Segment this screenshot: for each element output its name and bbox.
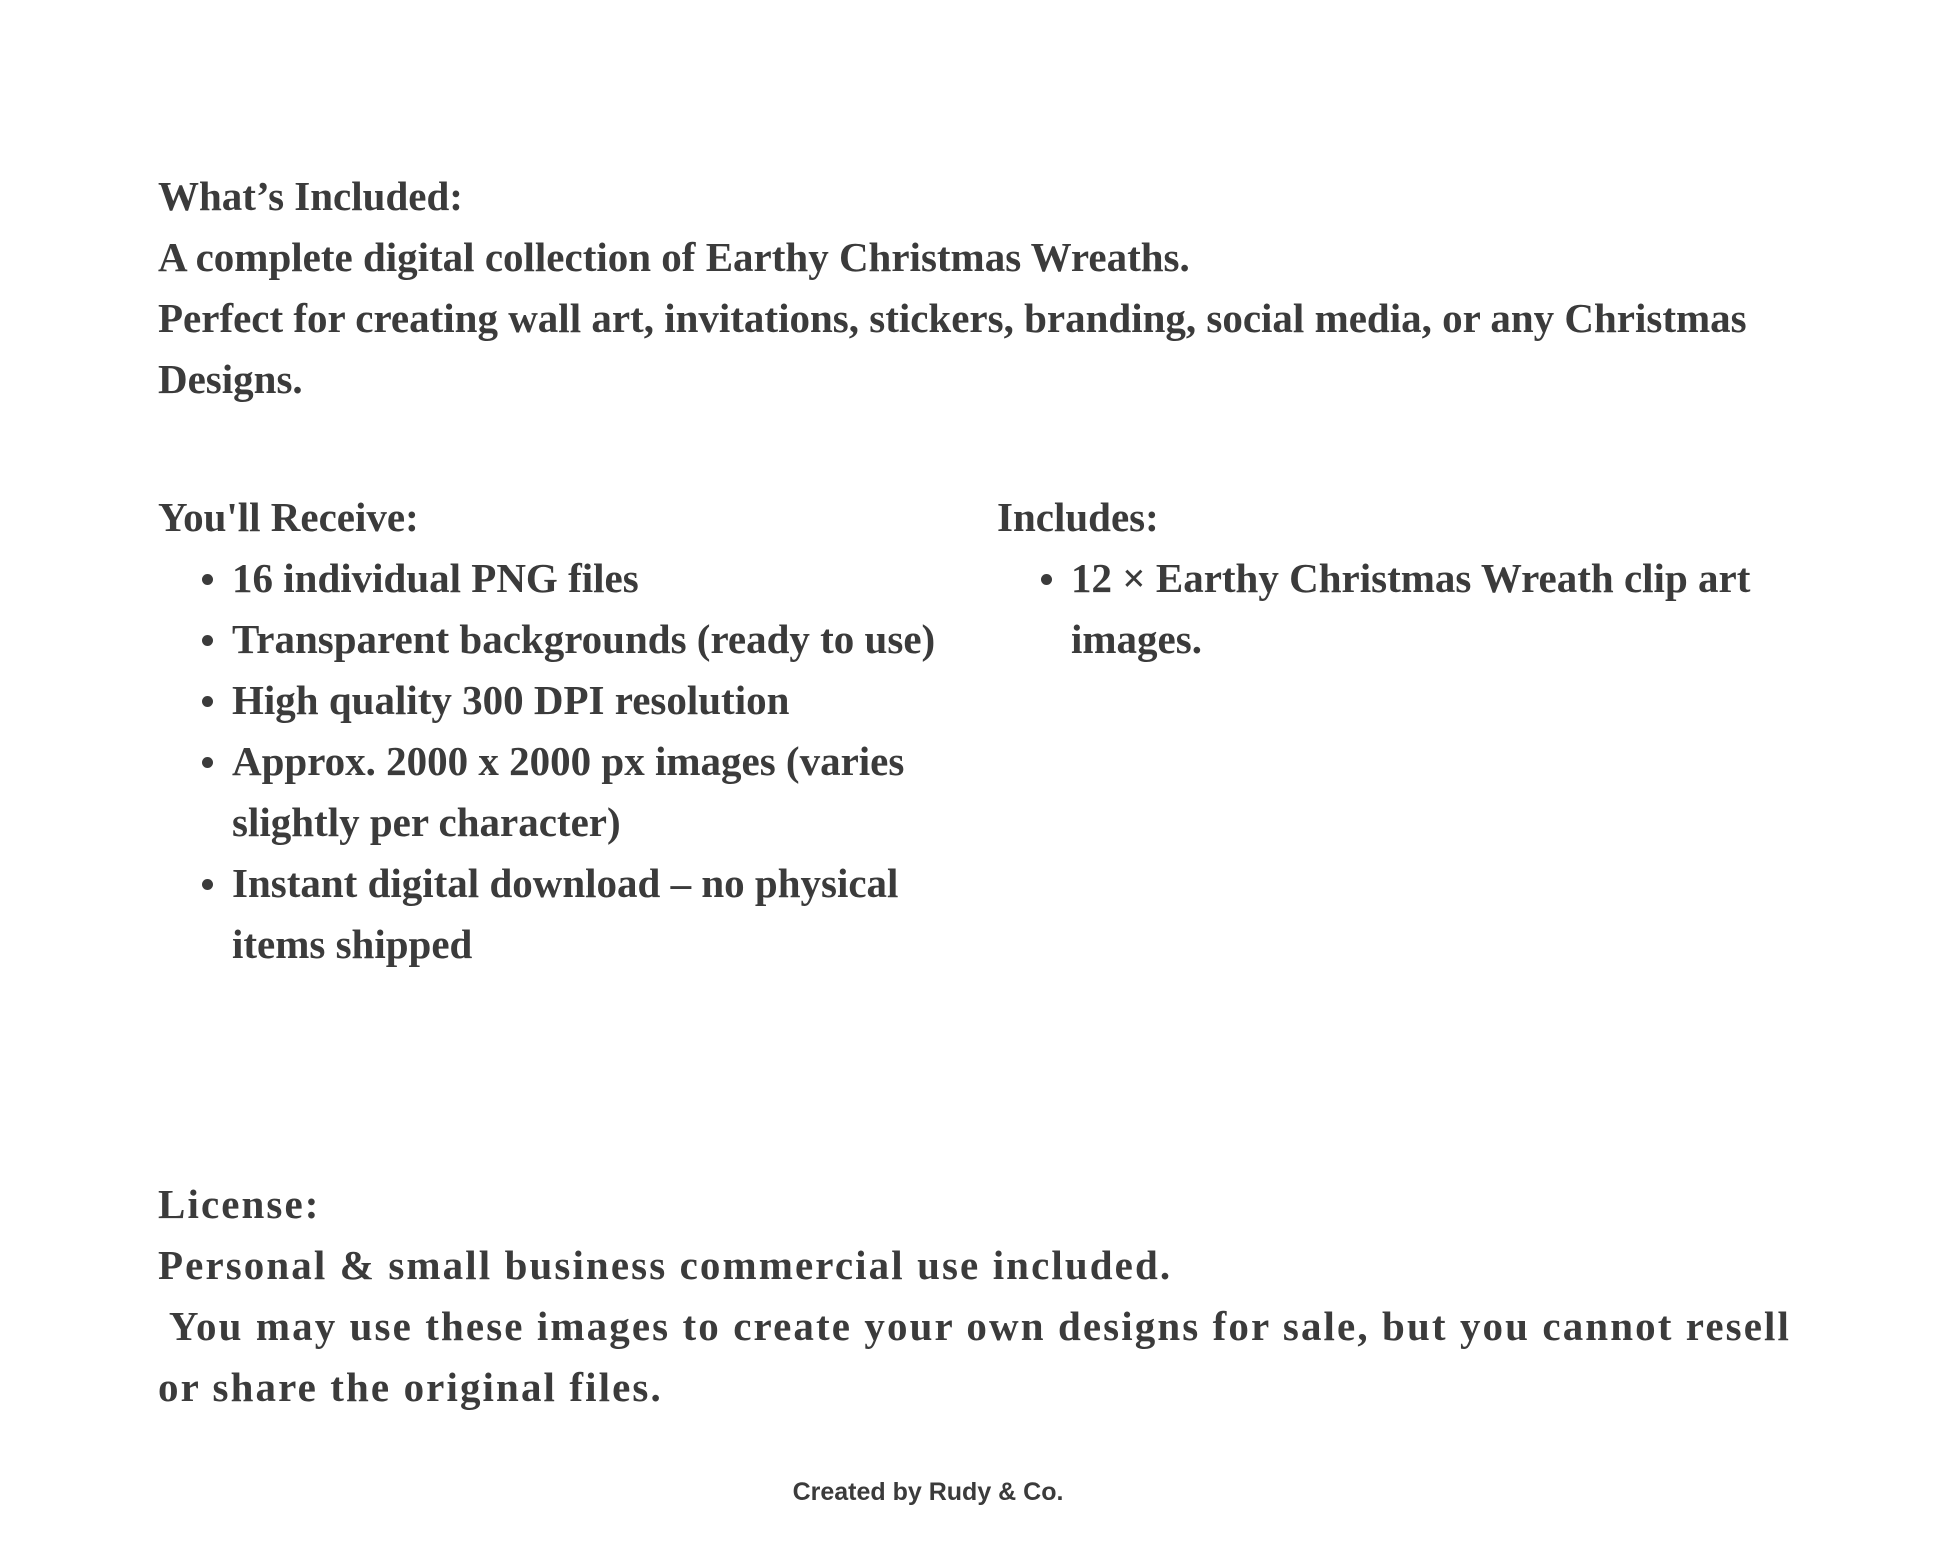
intro-line-1: A complete digital collection of Earthy Christmas Wreaths. bbox=[158, 234, 1190, 280]
list-item-text: Approx. 2000 x 2000 px images (varies bbox=[232, 738, 905, 784]
license-line-2: You may use these images to create your own designs for sale, but you cannot resell bbox=[158, 1303, 1792, 1349]
license-section bbox=[158, 1174, 1818, 1418]
license-line-3: or share the original files. bbox=[158, 1364, 663, 1410]
bullet-icon bbox=[202, 879, 213, 890]
youll-receive-list bbox=[158, 548, 938, 975]
includes-heading: Includes: bbox=[997, 494, 1159, 540]
intro-line-3: Designs. bbox=[158, 356, 303, 402]
list-item bbox=[997, 548, 1757, 670]
list-item bbox=[158, 853, 938, 975]
list-item-text: Instant digital download – no physical bbox=[232, 860, 899, 906]
list-item-text: 12 × Earthy Christmas Wreath clip art bbox=[1071, 555, 1751, 601]
youll-receive-heading: You'll Receive: bbox=[158, 494, 419, 540]
list-item-text: High quality 300 DPI resolution bbox=[232, 677, 790, 723]
list-item-text-continued: items shipped bbox=[232, 921, 473, 967]
list-item-text: 16 individual PNG files bbox=[232, 555, 639, 601]
whats-included-section bbox=[158, 166, 1778, 410]
bullet-icon bbox=[202, 635, 213, 646]
includes-section bbox=[997, 487, 1757, 670]
footer-credit: Created by Rudy & Co. bbox=[792, 1478, 1064, 1506]
license-heading: License: bbox=[158, 1181, 321, 1227]
list-item-text-continued: images. bbox=[1071, 616, 1202, 662]
whats-included-heading: What’s Included: bbox=[158, 173, 463, 219]
bullet-icon bbox=[1041, 574, 1052, 585]
intro-line-2: Perfect for creating wall art, invitations, stickers, branding, social media, or any Christmas bbox=[158, 295, 1747, 341]
list-item bbox=[158, 548, 938, 609]
bullet-icon bbox=[202, 757, 213, 768]
list-item-text: Transparent backgrounds (ready to use) bbox=[232, 616, 936, 662]
bullet-icon bbox=[202, 574, 213, 585]
list-item bbox=[158, 731, 938, 853]
license-line-1: Personal & small business commercial use included. bbox=[158, 1242, 1173, 1288]
includes-list bbox=[997, 548, 1757, 670]
list-item-text-continued: slightly per character) bbox=[232, 799, 621, 845]
list-item bbox=[158, 609, 938, 670]
youll-receive-section bbox=[158, 487, 938, 975]
bullet-icon bbox=[202, 696, 213, 707]
list-item bbox=[158, 670, 938, 731]
